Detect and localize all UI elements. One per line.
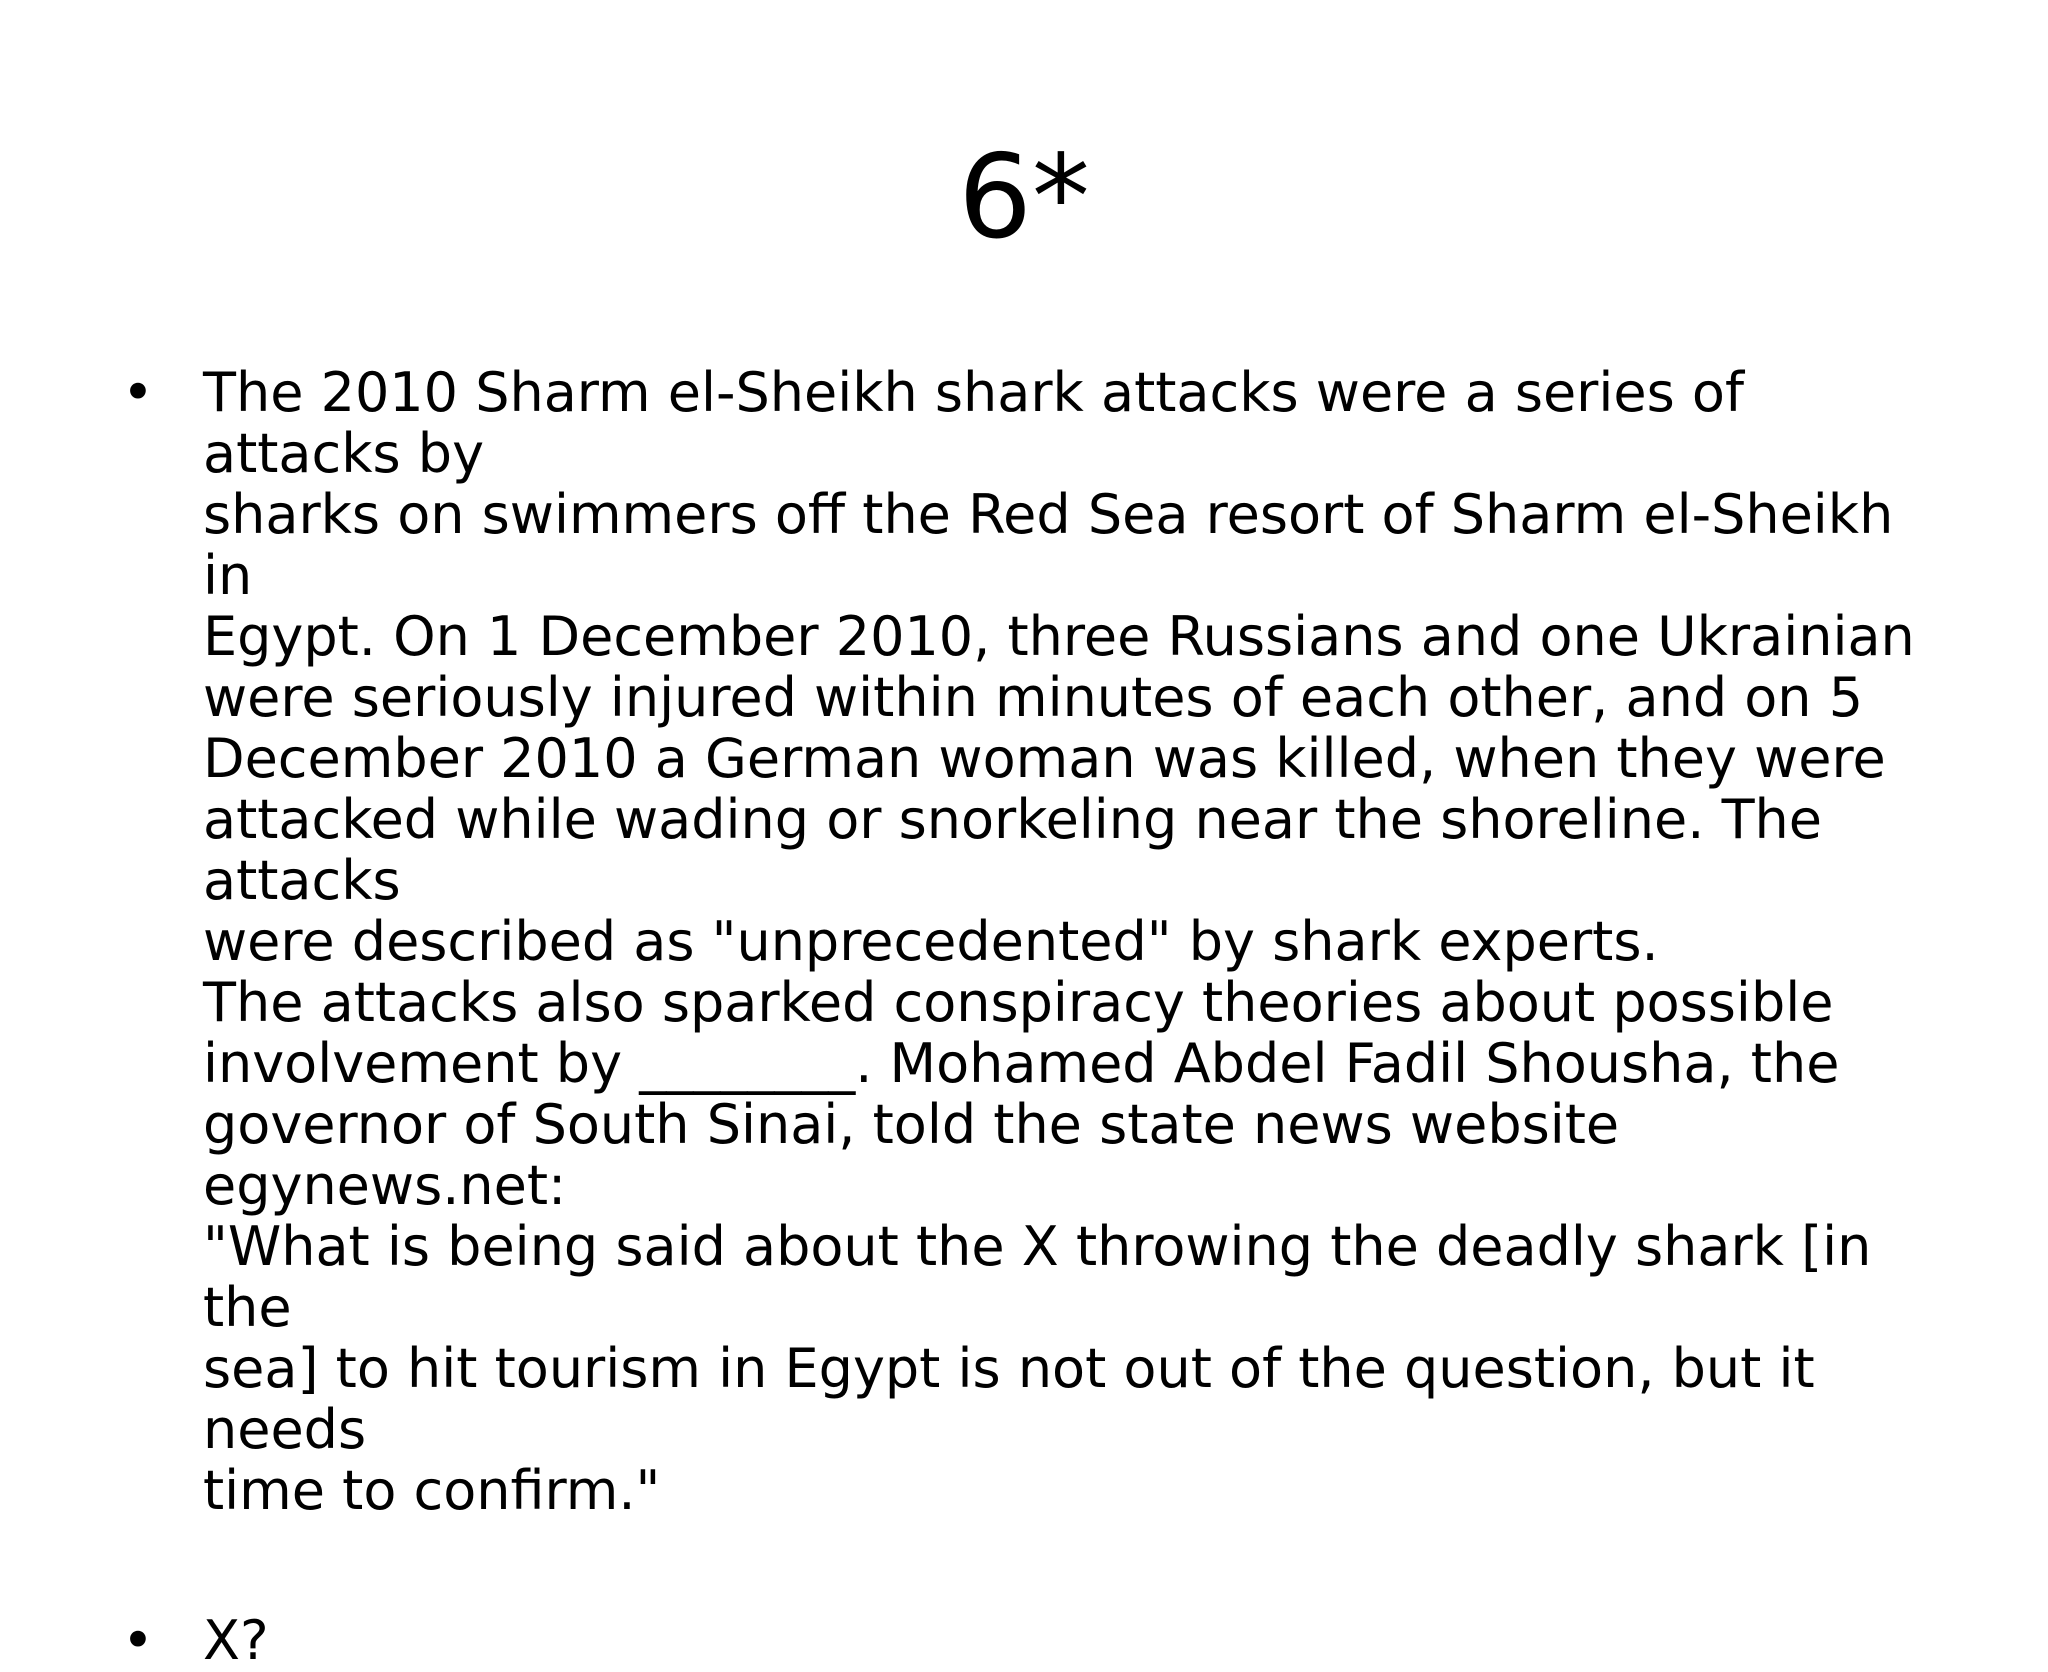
bullet-item-attacks bbox=[0, 362, 1923, 1521]
bullet-item-question bbox=[0, 1610, 1923, 1671]
paragraph-conspiracy: The attacks also sparked conspiracy theories about possible involvement by ________. Mohamed Abdel Fadil Shousha, the governor of South Sinai, told the state news website egynews.net: "What is being said about the X throwing the deadly shark [in the sea] to hit tourism in Egypt is not out of the question, but it needs time to confirm." bbox=[203, 971, 1872, 1522]
bullet-icon: • bbox=[122, 361, 154, 424]
bullet-icon: • bbox=[122, 1609, 154, 1672]
paragraph-attacks-summary: The 2010 Sharm el-Sheikh shark attacks were a series of attacks by sharks on swimmers off the Red Sea resort of Sharm el-Sheikh in Egypt. On 1 December 2010, three Russians and one Ukrainian were seriously injured within minutes of each other, and on 5 December 2010 a German woman was killed, when they were attacked while wading or snorkeling near the shoreline. The attacks were described as "unprecedented" by shark experts. bbox=[203, 361, 1915, 973]
bullet-list bbox=[0, 362, 2048, 1671]
paragraph-question: X? bbox=[203, 1609, 269, 1672]
slide-title: 6* bbox=[958, 130, 1090, 265]
